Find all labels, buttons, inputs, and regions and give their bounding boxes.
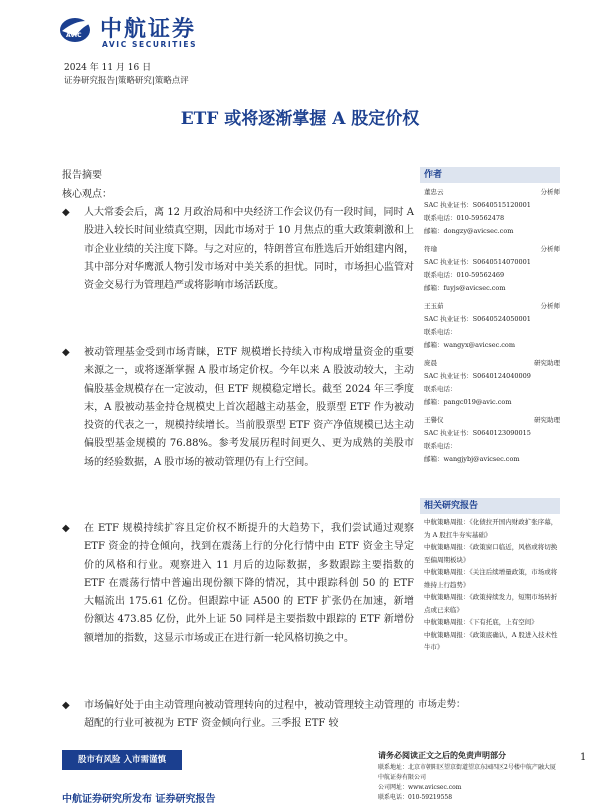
- related-report-item[interactable]: 中航策略周报：《政策持续发力，短期市场转折点或已来临》: [424, 593, 558, 614]
- analyst-card: [424, 414, 560, 466]
- authors-heading: 作者: [420, 167, 560, 183]
- analyst-sac: SAC 执业证书：S0640124040009: [424, 372, 531, 380]
- bullet-diamond-icon: ◆: [62, 207, 70, 218]
- analyst-name: 王玉茹: [424, 302, 444, 310]
- analyst-phone: 联系电话：010-59562469: [424, 271, 505, 279]
- analyst-phone: 联系电话：: [424, 442, 457, 450]
- analyst-name: 庞晨: [424, 359, 437, 367]
- analyst-role: 分析师: [540, 245, 560, 253]
- core-view-paragraph-1: 人大常委会后，离 12 月政治局和中央经济工作会议仍有一段时间，同时 A 股进入较长时间业绩真空期，因此市场对于 10 月焦点的重大政策刺激和上市企业业绩的关注度下降。与之对应的，特朗普宣布胜选后开始组建内阁，其中部分对华鹰派人物引发市场对中美关系的担忧。同时，市场担心监管对资金交易行为管理趋严或将影响市场活跃度。: [84, 207, 414, 292]
- analyst-role: 研究助理: [534, 359, 560, 367]
- analyst-phone: 联系电话：010-59562478: [424, 214, 505, 222]
- analyst-email[interactable]: 邮箱：wangjybj@avicsec.com: [424, 455, 520, 463]
- analyst-email[interactable]: 邮箱：dongzy@avicsec.com: [424, 227, 514, 235]
- svg-text:AVIC: AVIC: [66, 32, 82, 39]
- analyst-sac: SAC 执业证书：S0640514070001: [424, 258, 531, 266]
- footer-contact-block: [378, 763, 556, 803]
- analyst-role: 分析师: [540, 188, 560, 196]
- page-number: 1: [580, 752, 587, 763]
- analyst-card: [424, 186, 560, 238]
- core-view-paragraph-2: 被动管理基金受到市场青睐，ETF 规模增长持续入市构成增量资金的重要来源之一，或将逐渐掌握 A 股市场定价权。今年以来 A 股波动较大，主动偏股基金规模存在一定波动，但 ETF 规模稳定增长。截至 2024 年三季度末，A 股被动基金持仓规模史上首次超越主动基金，股票型 ETF 作为被动投资的代表之一，规模持续增长。当前股票型 ETF 资产净值规模已达主动偏股型基金规模的 76.88%。参考发展历程时间更久、更为成熟的美股市场的经验数据，A 股市场的被动管理仍有上行空间。: [84, 347, 414, 468]
- related-report-item[interactable]: 中航策略周报：《关注后续增量政策，市场或将维持上行趋势》: [424, 568, 558, 589]
- analyst-role: 研究助理: [534, 416, 560, 424]
- report-categories: 证券研究报告|策略研究|策略点评: [64, 76, 189, 86]
- related-report-item[interactable]: 中航策略周报：《政策窗口临近，风格或将切换至偏周期板块》: [424, 543, 558, 564]
- analyst-card: [424, 357, 560, 409]
- core-view-paragraph-4: 市场偏好处于由主动管理向被动管理转向的过程中，被动管理较主动管理的超配的行业可被视为 ETF 资金倾向行业。三季报 ETF 较: [84, 700, 414, 730]
- analyst-phone: 联系电话：: [424, 328, 457, 336]
- market-trend-label: 市场走势：: [418, 699, 466, 710]
- related-reports-heading: 相关研究报告: [420, 498, 560, 514]
- logo-chinese-name: 中航证券: [100, 17, 197, 42]
- avic-logo-icon: [58, 14, 96, 44]
- footer-address: 联系地址：北京市朝阳区望京街道望京东园四区2号楼中航产融大厦: [378, 764, 556, 771]
- analyst-email[interactable]: 邮箱：fuyjs@avicsec.com: [424, 284, 506, 292]
- related-reports-list: [424, 516, 560, 654]
- related-report-item[interactable]: 中航策略周报：《政策底确认，A 股进入技术性牛市》: [424, 630, 558, 651]
- analyst-email[interactable]: 邮箱：wangyx@avicsec.com: [424, 341, 515, 349]
- report-title: ETF 或将逐渐掌握 A 股定价权: [180, 109, 420, 129]
- analyst-sac: SAC 执业证书：S0640524050001: [424, 315, 531, 323]
- related-report-item[interactable]: 中航策略周报：《化债拉开国内财政扩张序幕，为 A 股扛牛夯实基础》: [424, 518, 558, 539]
- analyst-role: 分析师: [540, 302, 560, 310]
- analyst-card: [424, 300, 560, 352]
- analyst-email[interactable]: 邮箱：pangc019@avic.com: [424, 398, 512, 406]
- analyst-sac: SAC 执业证书：S0640515120001: [424, 201, 531, 209]
- logo-english-name: AVIC SECURITIES: [102, 40, 198, 49]
- footer-company: 中航证券有限公司: [378, 774, 427, 781]
- company-logo: [58, 12, 208, 52]
- risk-warning-box: 股市有风险 入市需谨慎: [62, 750, 182, 770]
- analyst-sac: SAC 执业证书：S0640123090015: [424, 429, 531, 437]
- analyst-phone: 联系电话：: [424, 385, 457, 393]
- footer-phone: 联系电话：010-59219558: [378, 794, 453, 801]
- related-report-item[interactable]: 中航策略周报：《下有托底，上有空间》: [424, 618, 538, 626]
- analyst-name: 董忠云: [424, 188, 444, 196]
- bullet-diamond-icon: ◆: [62, 347, 70, 358]
- bullet-diamond-icon: ◆: [62, 700, 70, 711]
- footer-website[interactable]: 公司网址：www.avicsec.com: [378, 784, 462, 791]
- analyst-card: [424, 243, 560, 295]
- bullet-diamond-icon: ◆: [62, 523, 70, 534]
- report-date: 2024 年 11 月 16 日: [64, 63, 152, 73]
- core-view-paragraph-3: 在 ETF 规模持续扩容且定价权不断提升的大趋势下，我们尝试通过观察 ETF 资金的持仓倾向，找到在震荡上行的分化行情中由 ETF 资金主导定价的风格和行业。观察进入 11 月后的边际数据，多数跟踪主要指数的 ETF 在震荡行情中普遍出现份额下降的情况，其中跟踪科创 50 的 ETF 大幅流出 175.61 亿份。但跟踪中证 A500 的 ETF 扩张仍在加速，新增份额达 473.85 亿份，此外上证 50 同样是主要指数中跟踪的 ETF 新增份额增加的指数，这显示市场或正在进行新一轮风格切换之中。: [84, 523, 414, 644]
- core-views-label: 核心观点：: [62, 189, 112, 200]
- summary-heading: 报告摘要: [62, 170, 102, 181]
- footer-publisher: 中航证券研究所发布 证券研究报告: [62, 794, 216, 805]
- analyst-name: 王譽仪: [424, 416, 444, 424]
- disclaimer-notice: 请务必阅读正文之后的免责声明部分: [378, 750, 506, 760]
- analyst-name: 符瑜: [424, 245, 437, 253]
